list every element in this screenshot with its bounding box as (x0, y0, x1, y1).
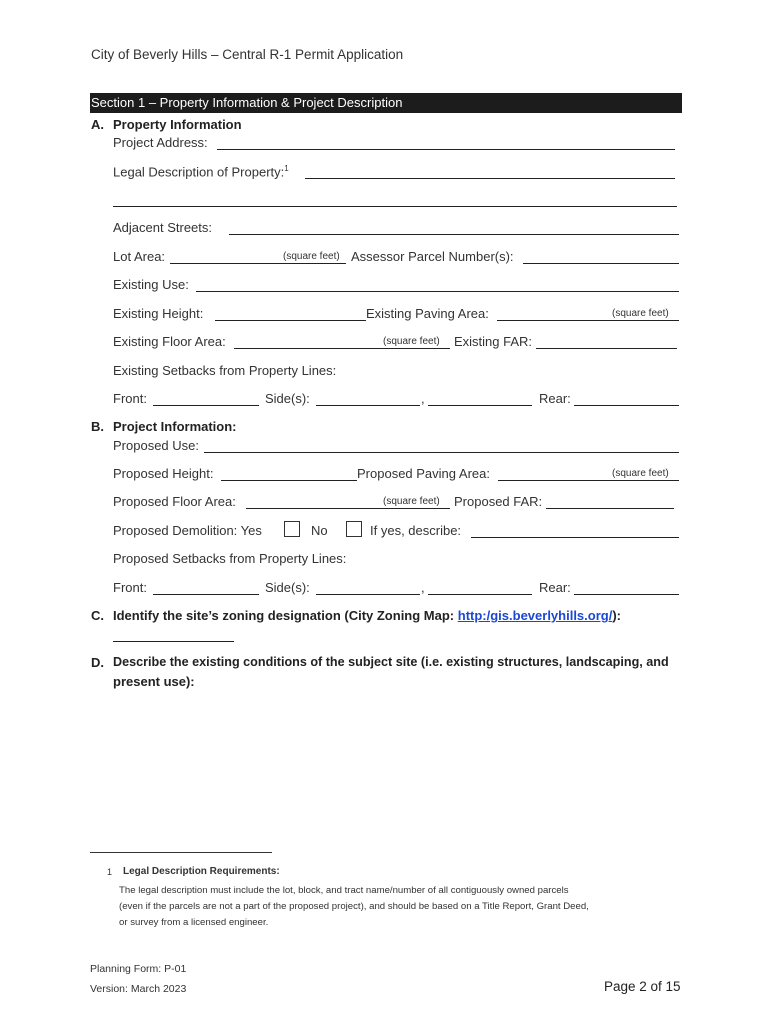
part-d-letter: D. (91, 655, 104, 670)
part-d-question-line1: Describe the existing conditions of the subject site (i.e. existing structures, landscaping, and (113, 655, 669, 669)
existing-use-label: Existing Use: (113, 277, 189, 292)
project-address-field[interactable] (217, 149, 675, 150)
legal-description-field-line2[interactable] (113, 206, 677, 207)
existing-use-field[interactable] (196, 291, 679, 292)
existing-setbacks-label: Existing Setbacks from Property Lines: (113, 363, 337, 378)
proposed-sides-comma: , (421, 580, 425, 595)
proposed-rear-label: Rear: (539, 580, 571, 595)
footer-form-number: Planning Form: P-01 (90, 963, 187, 975)
footnote-line3: or survey from a licensed engineer. (119, 917, 269, 928)
proposed-front-field[interactable] (153, 594, 259, 595)
proposed-far-label: Proposed FAR: (454, 494, 543, 509)
proposed-paving-field[interactable] (498, 480, 679, 481)
proposed-sides-label: Side(s): (265, 580, 310, 595)
existing-floor-field[interactable] (234, 348, 450, 349)
existing-floor-label: Existing Floor Area: (113, 334, 226, 349)
existing-paving-label: Existing Paving Area: (366, 306, 489, 321)
proposed-floor-unit: (square feet) (383, 496, 440, 507)
section-title-bar (90, 93, 682, 113)
footer-version: Version: March 2023 (90, 983, 187, 995)
footnote-number: 1 (107, 867, 113, 877)
page-number: Page 2 of 15 (604, 979, 681, 994)
zoning-map-link[interactable]: http:/gis.beverlyhills.org/ (457, 608, 613, 623)
part-a-title: Property Information (113, 117, 242, 132)
proposed-floor-field[interactable] (246, 508, 450, 509)
demolition-yes-checkbox[interactable] (284, 521, 300, 537)
existing-front-label: Front: (113, 391, 147, 406)
existing-conditions-area[interactable] (113, 695, 679, 835)
part-c-letter: C. (91, 608, 104, 623)
document-header: City of Beverly Hills – Central R-1 Permit Application (91, 47, 404, 62)
legal-description-label: Legal Description of Property:$^1$ (113, 164, 289, 180)
footnote-title: Legal Description Requirements: (123, 866, 280, 877)
section-title: Section 1 – Property Information & Project Description (91, 95, 403, 110)
demolition-no-label: No (311, 523, 328, 538)
part-b-letter: B. (91, 419, 104, 434)
demolition-label: Proposed Demolition: Yes (113, 523, 262, 538)
demolition-description-field[interactable] (471, 537, 679, 538)
existing-far-field[interactable] (536, 348, 677, 349)
lot-area-unit: (square feet) (283, 251, 340, 262)
part-d-question-line2: present use): (113, 674, 195, 689)
apn-field[interactable] (523, 263, 679, 264)
existing-rear-field[interactable] (574, 405, 679, 406)
existing-paving-unit: (square feet) (612, 308, 669, 319)
lot-area-field[interactable] (170, 263, 346, 264)
proposed-use-label: Proposed Use: (113, 438, 199, 453)
existing-rear-label: Rear: (539, 391, 571, 406)
part-c-question: Identify the site’s zoning designation (City Zoning Map: http:/gis.beverlyhills.org/): (113, 608, 621, 623)
existing-sides-label: Side(s): (265, 391, 310, 406)
project-address-label: Project Address: (113, 135, 208, 150)
apn-label: Assessor Parcel Number(s): (351, 249, 514, 264)
proposed-rear-field[interactable] (574, 594, 679, 595)
proposed-use-field[interactable] (204, 452, 679, 453)
demolition-no-checkbox[interactable] (346, 521, 362, 537)
proposed-front-label: Front: (113, 580, 147, 595)
lot-area-label: Lot Area: (113, 249, 166, 264)
existing-far-label: Existing FAR: (454, 334, 533, 349)
existing-floor-unit: (square feet) (383, 336, 440, 347)
proposed-setbacks-label: Proposed Setbacks from Property Lines: (113, 551, 347, 566)
footnote-line2: (even if the parcels are not a part of the proposed project), and should be based on a Title Report, Grant Deed, (119, 901, 589, 912)
footnote-line1: The legal description must include the lot, block, and tract name/number of all contiguously owned parcels (119, 885, 569, 896)
legal-description-field[interactable] (305, 178, 675, 179)
adjacent-streets-field[interactable] (229, 234, 679, 235)
existing-paving-field[interactable] (497, 320, 679, 321)
proposed-paving-unit: (square feet) (612, 468, 669, 479)
existing-side-1-field[interactable] (316, 405, 420, 406)
proposed-side-1-field[interactable] (316, 594, 420, 595)
proposed-side-2-field[interactable] (428, 594, 532, 595)
existing-sides-comma: , (421, 391, 425, 406)
if-yes-describe-label: If yes, describe: (370, 523, 462, 538)
part-b-title: Project Information: (113, 419, 237, 434)
existing-side-2-field[interactable] (428, 405, 532, 406)
adjacent-streets-label: Adjacent Streets: (113, 220, 212, 235)
proposed-height-label: Proposed Height: (113, 466, 214, 481)
proposed-floor-label: Proposed Floor Area: (113, 494, 236, 509)
footnote-ref: 1 (284, 164, 289, 173)
part-a-letter: A. (91, 117, 104, 132)
proposed-paving-label: Proposed Paving Area: (357, 466, 490, 481)
proposed-height-field[interactable] (221, 480, 357, 481)
existing-height-field[interactable] (215, 320, 366, 321)
zoning-designation-field[interactable] (113, 641, 234, 642)
existing-height-label: Existing Height: (113, 306, 204, 321)
proposed-far-field[interactable] (546, 508, 674, 509)
footnote-divider (90, 852, 272, 853)
existing-front-field[interactable] (153, 405, 259, 406)
